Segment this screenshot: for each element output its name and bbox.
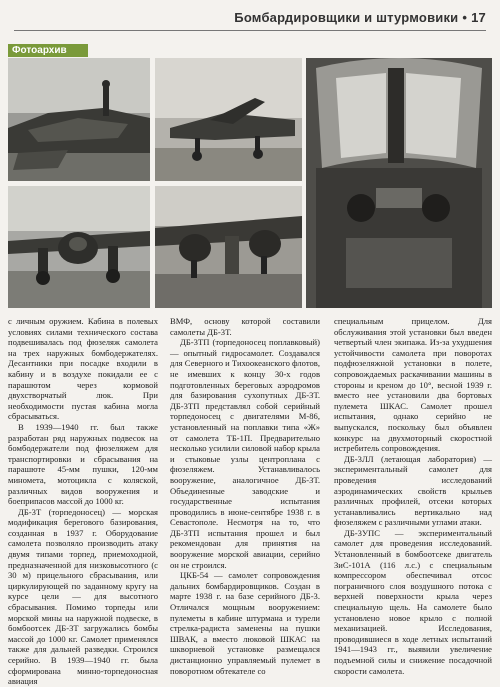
title-separator: • [462,10,468,25]
running-title [234,10,486,25]
section-title: Бомбардировщики и штурмовики [234,10,459,25]
photo-damaged-bomber [8,58,150,181]
text-column-1 [8,316,158,687]
paragraph: В 1939—1940 гг. был также разработан ряд наружных подвесок на бомбодержатели под фюзеляжем для транспортировки и сбрасывания на парашюте 45-мм пушки, 120-мм миномета, мотоцикла с коляской, различных видов вооружения и боеприпасов массой до 1000 кг. [8,421,158,507]
paragraph: с личным оружием. Кабина в полевых условиях силами технического состава подвешивалась под фюзеляж самолета на трех наружных бомбодержателях. Десантники при посадке входили в кабину и в воздухе покидали ее с парашютом через кормовой двухстворчатый люк. При необходимости пустая кабина могла сбрасываться. [8,316,158,422]
paragraph: ДБ-3Т (торпедоносец) — морская модификация берегового базирования, созданная в 1937 г. Оборудование самолета позволяло производить атаку двумя типами торпед, приемоходной, предназначенной для низковысотного (с 30 м) прицельного сбрасывания, или циркулирующей по заданному кругу на курсе цели — для высотного сбрасывания. Помимо торпеды или морской мины на наружной подвеске, в бомбоотсек ДБ-3Т загружались бомбы массой до 1000 кг. Самолет применялся также для дальней разведки. Строился серийно. В 1939—1940 гг. была сформирована минно-торпедоносная авиация [8,506,158,687]
paragraph: ДБ-3ЛЛ (летающая лаборатория) — экспериментальный самолет для проведения исследований аэродинамических свойств крыльев различных профилей, отсеки которых устанавливались вертикально над фюзеляжем с различными углами атаки. [334,453,492,528]
text-column-2 [170,316,320,676]
paragraph: ВМФ, основу которой составили самолеты ДБ-3Т. [170,316,320,337]
photo-cockpit-interior [306,58,492,308]
paragraph: специальным прицелом. Для обслуживания этой установки был введен четвертый член экипажа. Из-за ухудшения устойчивости самолета при поворотах подфюзеляжной установки в полете, сопровождаемых раскачивании машины в стороны и креном до 10°, весной 1939 г. вместо нее установили два бортовых пулемета ШКАС. Самолет прошел испытания, однако серийно не выпускался, поскольку был объявлен конкурс на двухмоторный скоростной истребитель сопровождения. [334,316,492,454]
page-number: 17 [471,10,486,25]
text-column-3 [334,316,492,676]
section-tag: Фотоархив [8,44,88,57]
paragraph: ДБ-3ТП (торпедоносец поплавковый) — опытный гидросамолет. Создавался для Северного и Тихоокеанского флотов, не имевших к концу 30-х годов подготовленных береговых аэродромов для базирования сухопутных ДБ-3Т. ДБ-3ТП представлял собой серийный торпедоносец с двигателями М-86, установленный на поплавки типа «Ж» от самолета ТБ-1П. Предварительно несколько усилили силовой набор крыла и стыковые узлы центроплана с фюзеляжем. Устанавливалось вооружение, аналогичное ДБ-3Т. Объединенные заводские и государственные испытания проводились в июне-сентябре 1938 г. в Севастополе. Несмотря на то, что ДБ-3ТП испытания прошел и был рекомендован для принятия на вооружение морской авиации, серийно он не строился. [170,337,320,570]
photo-bomber-wing-engines [155,186,302,308]
photo-bomber-nose-view [8,186,150,308]
paragraph: ЦКБ-54 — самолет сопровождения дальних бомбардировщиков. Создан в марте 1938 г. на базе серийного ДБ-3. Отличался мощным вооружением: пулеметы в кабине штурмана и турели стрелка-радиста заменены на пушки ШВАК, а вместо люковой ШКАС на шкворневой установке размещался дистанционно управляемый пулемет в поворотном обтекателе со [170,570,320,676]
photo-bomber-on-ground [155,58,302,181]
page-header [14,8,486,31]
paragraph: ДБ-3УПС — экспериментальный самолет для проведения исследований. Установленный в бомбоотсеке двигатель ЗиС-101А (116 л.с.) с специальным компрессором обеспечивал отсос пограничного слоя воздушного потока с верхней поверхности крыла через специальную щель. На самолете было установлено новое крыло с полной механизацией. Исследования, проводившиеся в ходе летных испытаний 1941—1943 гг., выявили увеличение подъемной силы и снижение посадочной скорости самолета. [334,527,492,676]
